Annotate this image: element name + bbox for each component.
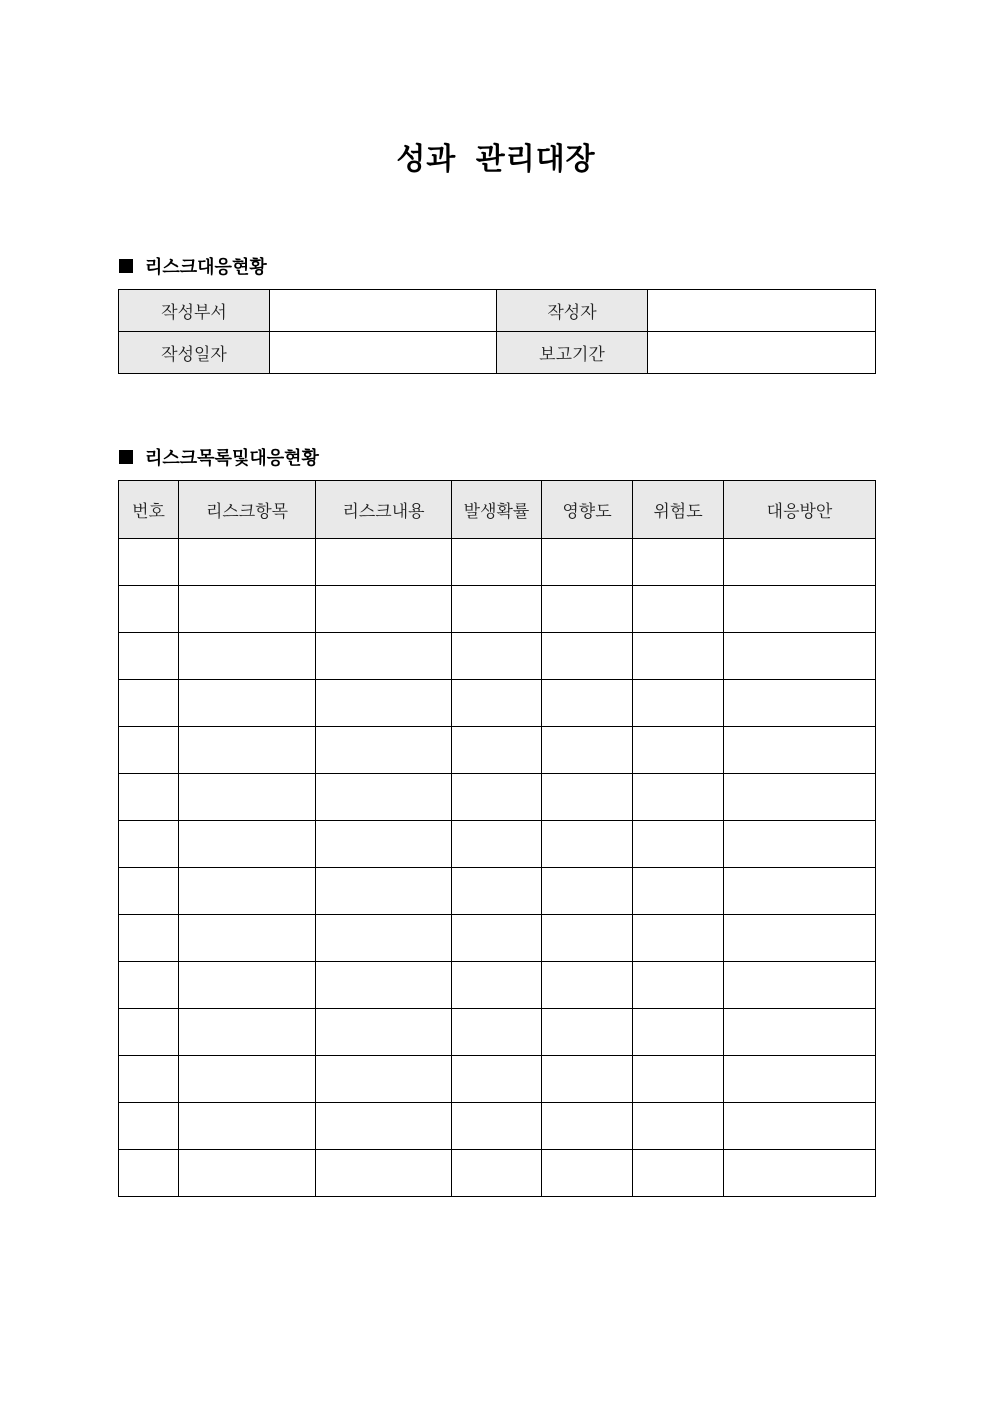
table-cell[interactable]: [542, 539, 633, 586]
table-cell[interactable]: [119, 962, 179, 1009]
table-cell[interactable]: [542, 868, 633, 915]
column-header-risk-level: 위험도: [633, 481, 724, 539]
table-cell[interactable]: [316, 1056, 452, 1103]
table-cell[interactable]: [633, 1009, 724, 1056]
table-cell[interactable]: [119, 633, 179, 680]
table-cell[interactable]: [724, 1009, 876, 1056]
table-cell[interactable]: [316, 962, 452, 1009]
table-cell[interactable]: [542, 680, 633, 727]
table-cell[interactable]: [179, 680, 316, 727]
table-cell[interactable]: [316, 868, 452, 915]
risk-table-body: [119, 539, 876, 1197]
table-cell[interactable]: [724, 680, 876, 727]
table-cell[interactable]: [724, 727, 876, 774]
table-row: [119, 1150, 876, 1197]
label-report-period: 보고기간: [497, 332, 648, 374]
table-row: [119, 915, 876, 962]
table-cell[interactable]: [633, 1150, 724, 1197]
section-heading-text: 리스크대응현황: [145, 257, 267, 278]
table-cell[interactable]: [633, 1056, 724, 1103]
table-cell[interactable]: [724, 633, 876, 680]
table-cell[interactable]: [542, 821, 633, 868]
label-department: 작성부서: [119, 290, 270, 332]
table-cell[interactable]: [633, 868, 724, 915]
table-cell[interactable]: [316, 1103, 452, 1150]
table-cell[interactable]: [179, 539, 316, 586]
table-cell[interactable]: [724, 586, 876, 633]
table-cell[interactable]: [119, 586, 179, 633]
table-cell[interactable]: [179, 868, 316, 915]
table-cell[interactable]: [633, 586, 724, 633]
table-cell[interactable]: [724, 1056, 876, 1103]
header-row: [119, 481, 876, 539]
table-cell[interactable]: [179, 727, 316, 774]
table-cell[interactable]: [179, 962, 316, 1009]
table-cell[interactable]: [542, 1056, 633, 1103]
table-cell[interactable]: [724, 774, 876, 821]
table-row: [119, 633, 876, 680]
table-cell[interactable]: [179, 1150, 316, 1197]
table-cell[interactable]: [724, 915, 876, 962]
table-cell[interactable]: [452, 586, 542, 633]
table-cell[interactable]: [633, 1103, 724, 1150]
table-row: [119, 727, 876, 774]
table-cell[interactable]: [452, 915, 542, 962]
section-heading-risk-list: [119, 444, 319, 470]
table-cell[interactable]: [724, 1103, 876, 1150]
table-cell[interactable]: [119, 1056, 179, 1103]
table-cell[interactable]: [724, 821, 876, 868]
table-row: [119, 680, 876, 727]
table-cell[interactable]: [452, 962, 542, 1009]
table-cell[interactable]: [633, 727, 724, 774]
report-period-field[interactable]: [648, 332, 876, 374]
author-field[interactable]: [648, 290, 876, 332]
table-cell[interactable]: [119, 774, 179, 821]
label-author: 작성자: [497, 290, 648, 332]
table-cell[interactable]: [316, 1150, 452, 1197]
table-cell[interactable]: [452, 1009, 542, 1056]
label-date: 작성일자: [119, 332, 270, 374]
table-cell[interactable]: [452, 539, 542, 586]
table-cell[interactable]: [452, 1150, 542, 1197]
table-cell[interactable]: [119, 915, 179, 962]
table-cell[interactable]: [724, 1150, 876, 1197]
table-cell[interactable]: [179, 821, 316, 868]
table-cell[interactable]: [452, 1056, 542, 1103]
table-cell[interactable]: [316, 680, 452, 727]
table-cell[interactable]: [119, 680, 179, 727]
info-table: [118, 289, 876, 374]
table-cell[interactable]: [316, 1009, 452, 1056]
table-cell[interactable]: [179, 774, 316, 821]
table-cell[interactable]: [542, 1150, 633, 1197]
table-cell[interactable]: [452, 727, 542, 774]
page-title: 성과 관리대장: [396, 142, 596, 177]
table-cell[interactable]: [316, 821, 452, 868]
table-row: [119, 821, 876, 868]
table-cell[interactable]: [542, 1103, 633, 1150]
table-cell[interactable]: [119, 727, 179, 774]
date-field[interactable]: [270, 332, 497, 374]
table-cell[interactable]: [542, 774, 633, 821]
table-cell[interactable]: [179, 633, 316, 680]
table-row: [119, 868, 876, 915]
column-header-risk-content: 리스크내용: [316, 481, 452, 539]
table-row: [119, 1103, 876, 1150]
table-cell[interactable]: [724, 962, 876, 1009]
table-cell[interactable]: [633, 539, 724, 586]
table-cell[interactable]: [316, 774, 452, 821]
table-cell[interactable]: [119, 868, 179, 915]
table-cell[interactable]: [542, 1009, 633, 1056]
table-cell[interactable]: [179, 1056, 316, 1103]
table-cell[interactable]: [724, 539, 876, 586]
info-row: [119, 290, 876, 332]
risk-table: [118, 480, 876, 1197]
table-row: [119, 1056, 876, 1103]
table-cell[interactable]: [633, 821, 724, 868]
table-cell[interactable]: [633, 962, 724, 1009]
table-cell[interactable]: [542, 586, 633, 633]
table-cell[interactable]: [179, 915, 316, 962]
table-row: [119, 774, 876, 821]
table-cell[interactable]: [119, 1103, 179, 1150]
table-cell[interactable]: [452, 633, 542, 680]
table-cell[interactable]: [452, 1103, 542, 1150]
column-header-risk-item: 리스크항목: [179, 481, 316, 539]
column-header-number: 번호: [119, 481, 179, 539]
table-cell[interactable]: [452, 821, 542, 868]
table-cell[interactable]: [119, 539, 179, 586]
table-row: [119, 539, 876, 586]
table-cell[interactable]: [316, 539, 452, 586]
table-cell[interactable]: [316, 586, 452, 633]
department-field[interactable]: [270, 290, 497, 332]
table-cell[interactable]: [316, 633, 452, 680]
column-header-response-plan: 대응방안: [724, 481, 876, 539]
column-header-impact: 영향도: [542, 481, 633, 539]
table-row: [119, 962, 876, 1009]
table-cell[interactable]: [724, 868, 876, 915]
table-cell[interactable]: [542, 915, 633, 962]
table-cell[interactable]: [542, 962, 633, 1009]
section-heading-text: 리스크목록및대응현황: [145, 448, 319, 469]
square-bullet-icon: [119, 259, 133, 273]
section-heading-risk-response: [119, 253, 267, 279]
table-cell[interactable]: [316, 727, 452, 774]
table-row: [119, 586, 876, 633]
table-cell[interactable]: [452, 868, 542, 915]
table-cell[interactable]: [452, 680, 542, 727]
table-cell[interactable]: [633, 633, 724, 680]
table-cell[interactable]: [179, 1009, 316, 1056]
table-cell[interactable]: [542, 727, 633, 774]
table-row: [119, 1009, 876, 1056]
square-bullet-icon: [119, 450, 133, 464]
table-cell[interactable]: [633, 680, 724, 727]
table-cell[interactable]: [179, 1103, 316, 1150]
column-header-probability: 발생확률: [452, 481, 542, 539]
table-cell[interactable]: [316, 915, 452, 962]
table-cell[interactable]: [119, 1009, 179, 1056]
table-cell[interactable]: [179, 586, 316, 633]
info-row: [119, 332, 876, 374]
table-cell[interactable]: [119, 1150, 179, 1197]
table-cell[interactable]: [452, 774, 542, 821]
table-cell[interactable]: [633, 774, 724, 821]
table-cell[interactable]: [542, 633, 633, 680]
table-cell[interactable]: [119, 821, 179, 868]
table-cell[interactable]: [633, 915, 724, 962]
